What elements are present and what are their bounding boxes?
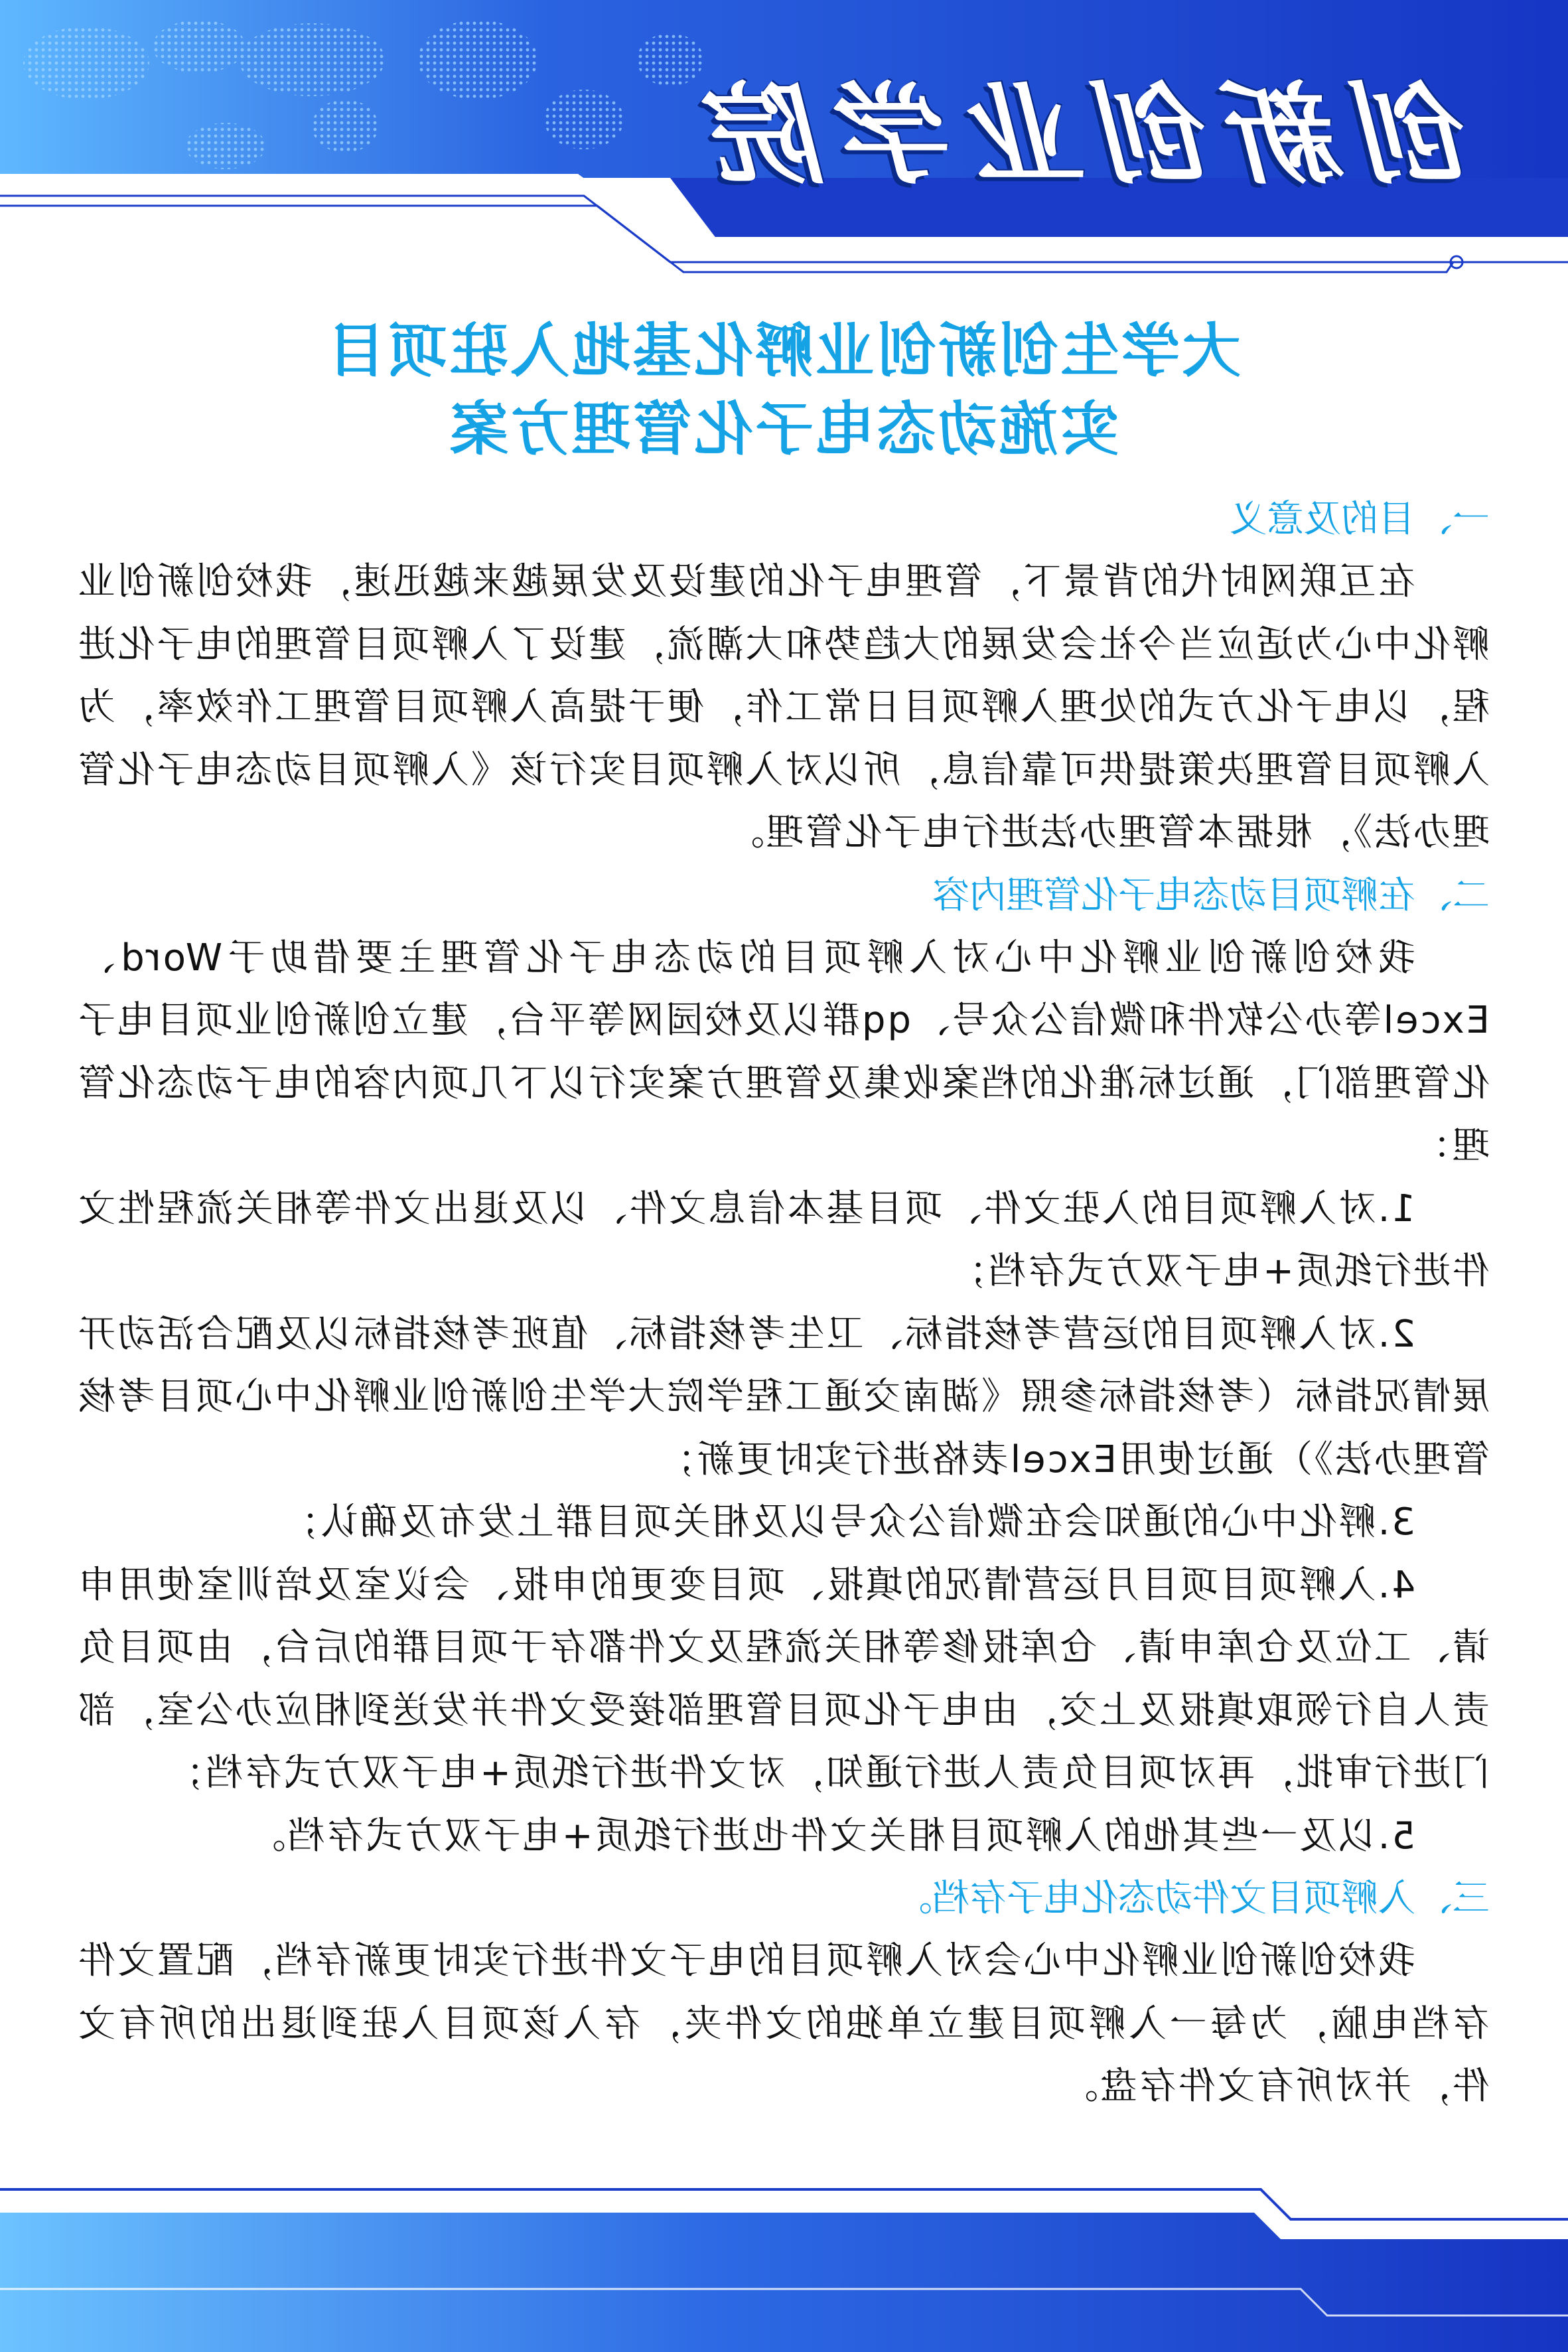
section2-item-3: 3.孵化中心的通知会在微信公众号以及相关项目群上发布及确认； bbox=[279, 1501, 1415, 1544]
section1-paragraph: 在互联网时代的背景下，管理电子化的建设及发展越来越迅速，我校创新创业孵化中心为适应当今社会发展的大趋势和大潮流，建设了入孵项目管理的电子化进程，以电子化方式的处理入孵项目日常工作，便于提高入孵项目管理工作效率，为入孵项目管理决策提供可靠信息，所以对入孵项目实行该《入孵项目动态电子化管理办法》，根据本管理办法进行电子化管理。 bbox=[76, 560, 1490, 854]
section3-paragraph: 我校创新创业孵化中心会对入孵项目的电子文件进行实时更新存档，配置文件存档电脑，为每一入孵项目建立单独的文件夹，存入该项目入驻到退出的所有文件，并对所有文件存盘。 bbox=[76, 1939, 1490, 2108]
footer-banner bbox=[0, 2133, 1568, 2352]
document-title-line1: 大学生创新创业孵化基地入驻项目 bbox=[325, 317, 1242, 385]
banner-title: 创新创业学院 bbox=[699, 70, 1475, 199]
footer-background bbox=[0, 2133, 1568, 2352]
section1-heading: 一、目的及意义 bbox=[1230, 498, 1490, 541]
header-banner bbox=[0, 0, 1568, 292]
section2-item-1: 1.对入孵项目的入驻文件、项目基本信息文件、以及退出文件等相关流程性文件进行纸质+电子双方式存档； bbox=[76, 1187, 1490, 1293]
section3-heading: 三、入孵项目文件动态化电子存档。 bbox=[895, 1877, 1490, 1920]
document-body bbox=[76, 312, 1490, 2118]
document-title bbox=[76, 312, 1490, 469]
section2-item-5: 5.以及一些其他的入孵项目相关文件也进行纸质+电子双方式存档。 bbox=[246, 1814, 1415, 1858]
section2-heading: 二、在孵项目动态电子化管理内容 bbox=[932, 873, 1490, 917]
section2-item-4: 4.入孵项目项目月运营情况的填报、项目变更的申报、会议室及培训室使用申请、工位及仓库申请、仓库报修等相关流程及文件都存于项目群的后台，由项目负责人自行领取填报及上交，由电子化项目管理部接受文件并发送到相应办公室，部门进行审批，再对项目负责人进行通知，对文件进行纸质+电子双方式存档； bbox=[76, 1563, 1490, 1795]
document-title-line2: 实施动态电子化管理方案 bbox=[447, 395, 1119, 463]
section2-intro: 我校创新创业孵化中心对入孵项目的动态电子化管理主要借助于Word、Excel等办公软件和微信公众号、qq群以及校园网等平台，建立创新创业项目电子化管理部门，通过标准化的档案收集及管理方案实行以下几项内容的电子动态化管理： bbox=[76, 936, 1490, 1167]
section2-item-2: 2.对入孵项目的运营考核指标、卫生考核指标、值班考核指标以及配合活动开展情况指标（考核指标参照《湖南交通工程学院大学生创新创业孵化中心项目考核管理办法》）通过使用Excel表格进行实时更新； bbox=[76, 1312, 1490, 1481]
